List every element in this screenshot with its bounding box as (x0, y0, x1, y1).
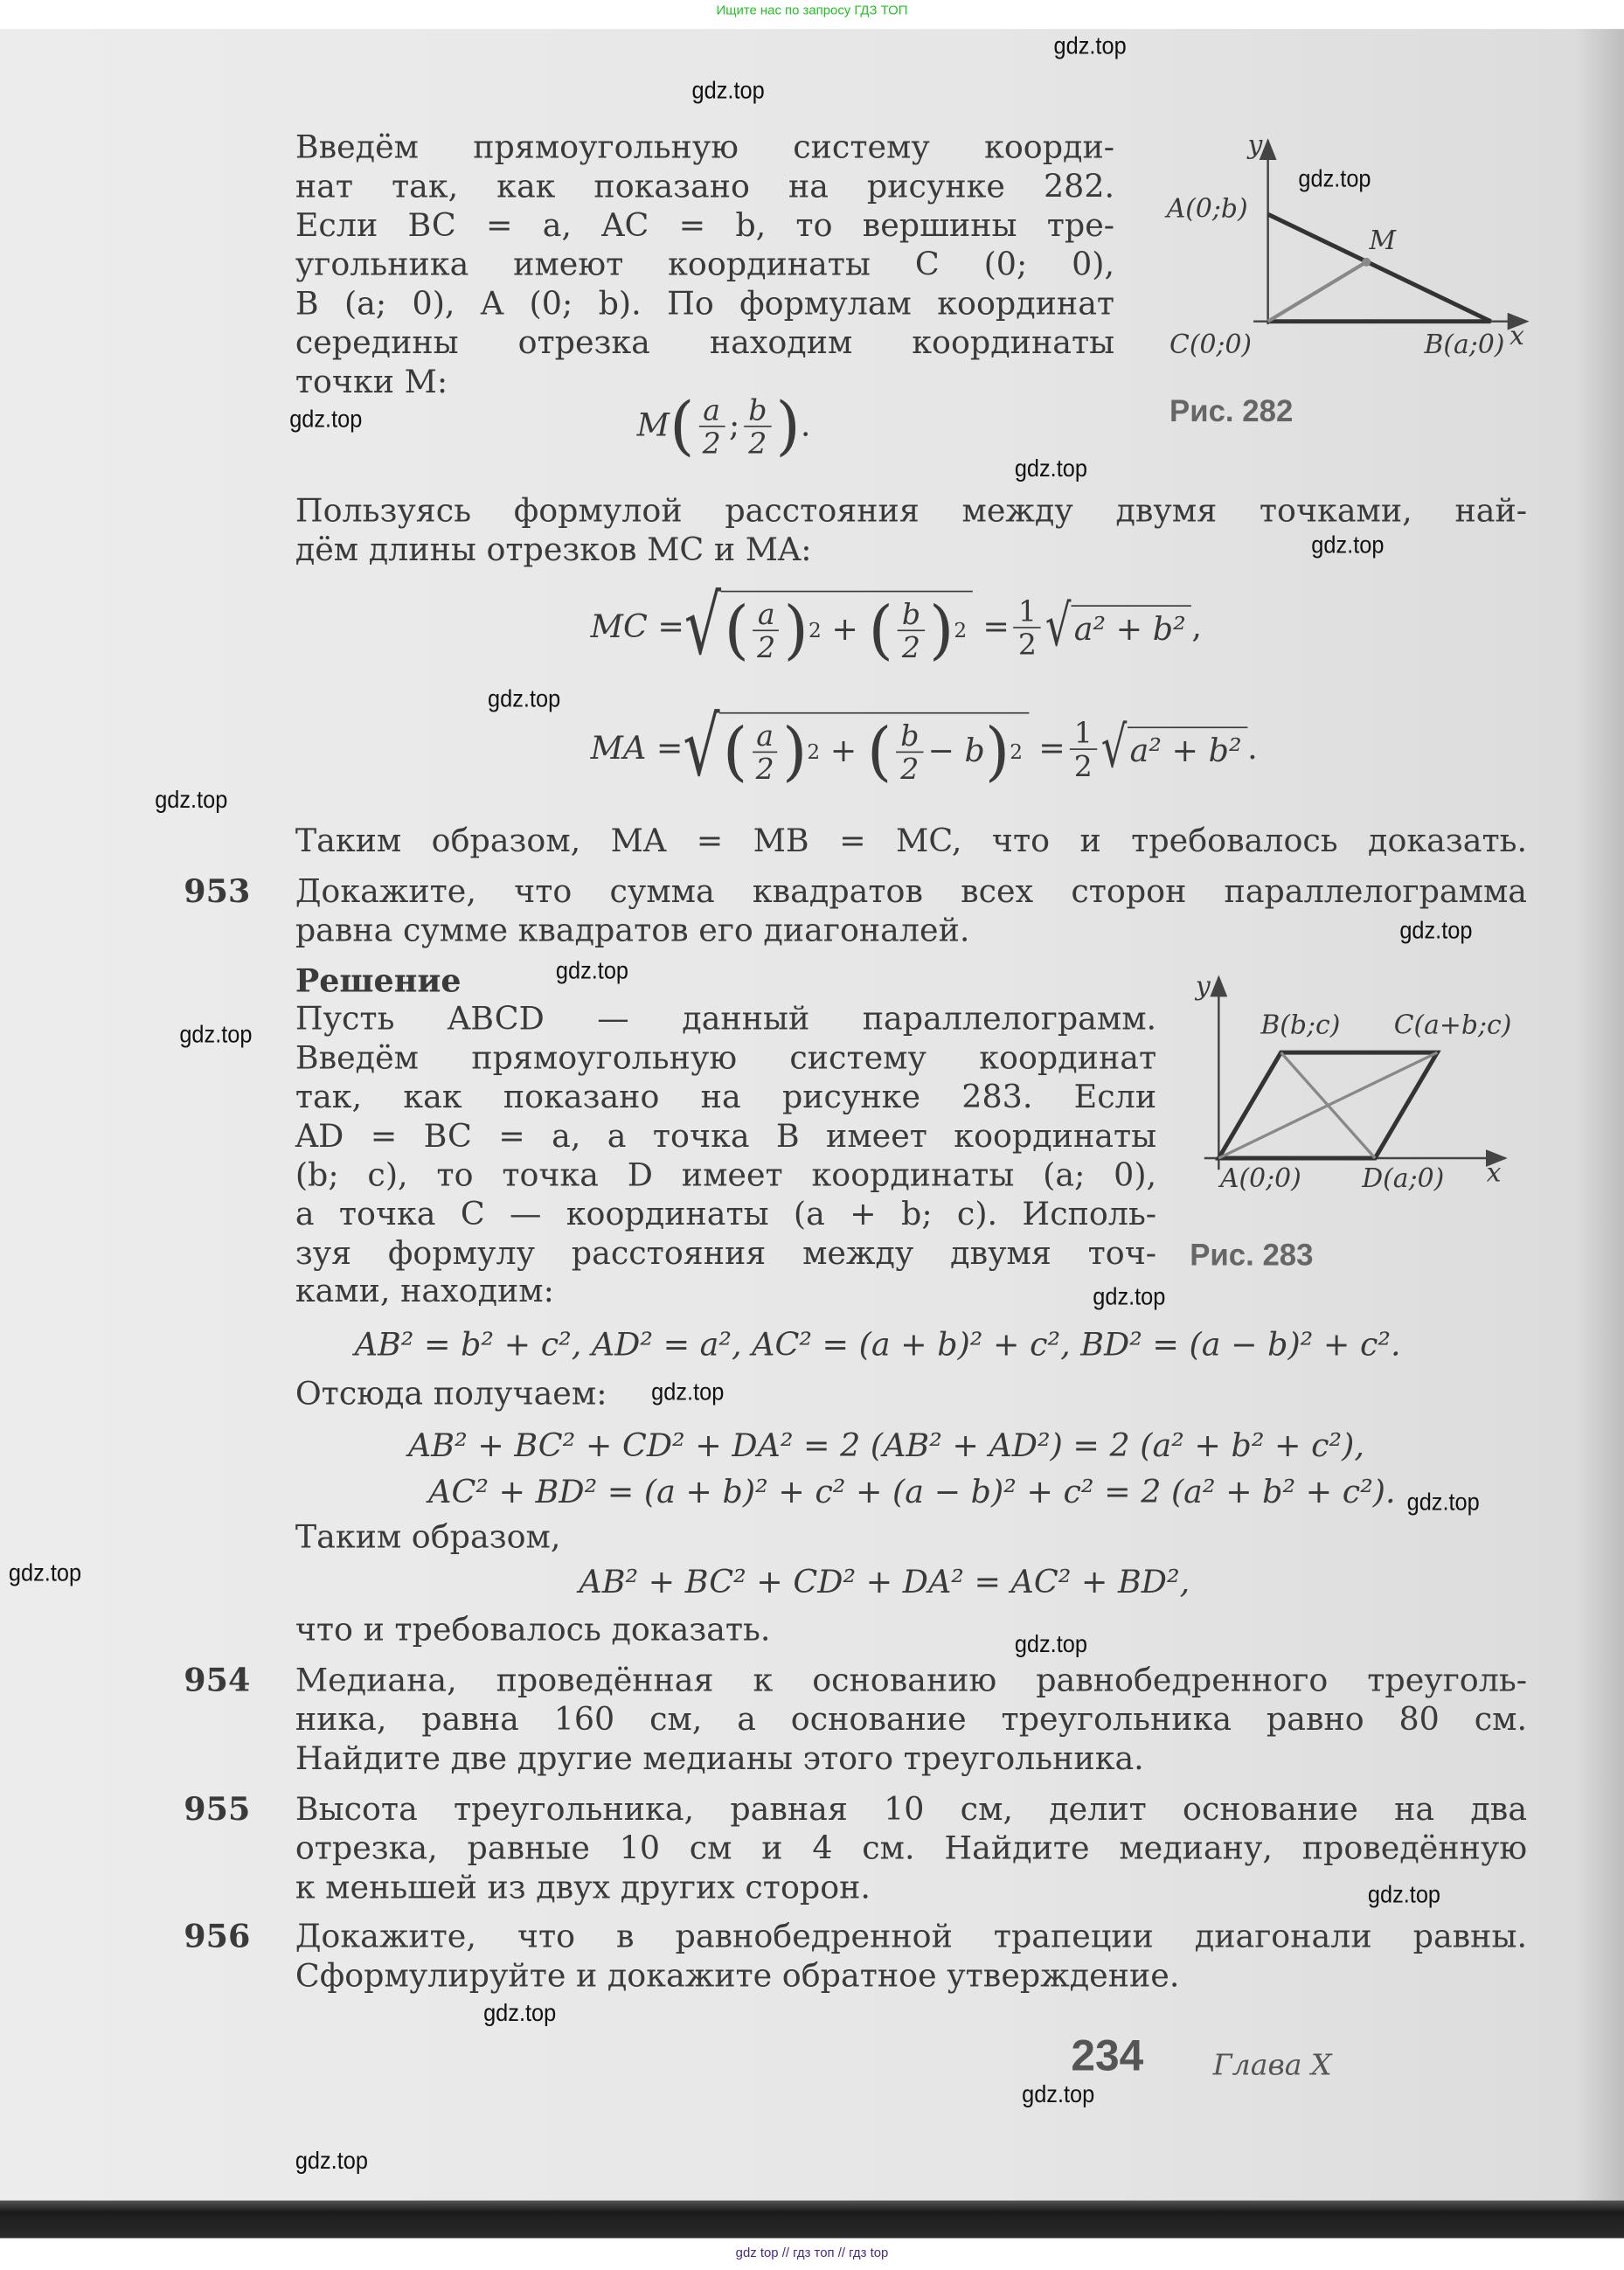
formula-text: MA = (590, 730, 684, 767)
vertex-label-c: C(0;0) (1169, 330, 1253, 361)
point-label-m: M (1369, 226, 1397, 257)
watermark: gdz.top (1014, 455, 1087, 482)
numerator: a (698, 394, 725, 427)
watermark: gdz.top (1053, 31, 1127, 59)
watermark: gdz.top (1311, 531, 1385, 559)
denominator: 2 (900, 751, 920, 787)
problem-number: 955 (184, 1790, 251, 1829)
watermark: gdz.top (1298, 164, 1371, 193)
formula-line: AC² + BD² = (a + b)² + c² + (a − b)² + c² = 2 (a² + b² + c²). (428, 1475, 1396, 1512)
denominator: 2 (1017, 626, 1037, 662)
text-line: нат так, как показано на рисунке 282. (295, 169, 1115, 206)
watermark: gdz.top (555, 956, 629, 985)
problem-number: 953 (184, 872, 251, 911)
ma-formula: MA = √ ( $\frac{a}{2}$ ) 2 + ( $\frac{b}{2}$ − b ) 2 = $\frac{1}{2}$ √ a² + b² . (590, 701, 1258, 795)
text-line: Если BC = a, AC = b, то вершины тре- (295, 208, 1115, 245)
text-line: Медиана, проведённая к основанию равнобедренного треуголь- (295, 1663, 1528, 1700)
numerator: b (898, 598, 925, 631)
figure-caption: Рис. 282 (1169, 395, 1294, 429)
text-line: а точка C — координаты (a + b; c). Исполь- (295, 1197, 1157, 1234)
denominator: 2 (748, 425, 767, 461)
footer-links[interactable]: gdz top // гдз топ // гдз top (735, 2245, 889, 2260)
vertex-label-d: D(a;0) (1362, 1163, 1445, 1195)
text-line: AD = BC = a, а точка B имеет координаты (295, 1119, 1157, 1156)
text-line: Найдите две другие медианы этого треугольника. (295, 1741, 1144, 1778)
numerator: 1 (1070, 716, 1097, 749)
diagonal-bd (1281, 1052, 1376, 1158)
watermark: gdz.top (1093, 1282, 1166, 1310)
formula-text: MC = (590, 608, 684, 645)
text-line: равна сумме квадратов его диагоналей. (295, 913, 970, 950)
problem-number: 954 (184, 1662, 251, 1700)
watermark: gdz.top (488, 684, 561, 712)
watermark: gdz.top (1406, 1488, 1480, 1517)
watermark: gdz.top (179, 1020, 253, 1049)
text-line: Введём прямоугольную систему координат (295, 1040, 1157, 1078)
watermark: gdz.top (1399, 916, 1473, 944)
watermark: gdz.top (1022, 2080, 1095, 2108)
text-line: ника, равна 160 см, а основание треугольника равно 80 см. (295, 1702, 1528, 1739)
formula-text: − b (927, 733, 985, 771)
mc-formula: MC = √ ( $\frac{a}{2}$ ) 2 + ( $\frac{b}{2}$ ) 2 = $\frac{1}{2}$ √ a² + b² , (590, 580, 1202, 674)
text-line: (b; c), то точка D имеет координаты (a; 0), (295, 1158, 1157, 1195)
numerator: b (896, 719, 923, 753)
axis-label-x: x (1486, 1158, 1502, 1189)
text-line: Пользуясь формулой расстояния между двумя точками, най- (295, 493, 1528, 531)
chapter-label: Глава X (1212, 2046, 1332, 2082)
formula-text: . (800, 408, 811, 445)
denominator: 2 (755, 751, 774, 787)
text-line: угольника имеют координаты C (0; 0), (295, 247, 1115, 284)
formula-line: AB² + BC² + CD² + DA² = AC² + BD², (579, 1565, 1190, 1601)
numerator: b (744, 394, 771, 427)
watermark: gdz.top (651, 1378, 725, 1406)
text-line: Сформулируйте и докажите обратное утверждение. (295, 1958, 1180, 1996)
text-line: Высота треугольника, равная 10 см, делит основание на два (295, 1792, 1528, 1829)
text-line: ками, находим: (295, 1274, 554, 1310)
watermark: gdz.top (483, 1999, 557, 2027)
text-line: B (a; 0), A (0; b). По формулам координат (295, 286, 1115, 323)
search-banner[interactable]: Ищите нас по запросу ГДЗ ТОП (716, 3, 908, 17)
formula-line: AB² + BC² + CD² + DA² = 2 (AB² + AD²) = 2 (a² + b² + c²), (407, 1428, 1364, 1466)
text-line: Отсюда получаем: (295, 1377, 607, 1413)
point-m (1362, 258, 1371, 267)
numerator: a (752, 719, 778, 753)
formula-text: = (982, 608, 1010, 645)
vertex-label-b: B(a;0) (1424, 330, 1505, 361)
numerator: a (753, 598, 780, 631)
text-line: середины отрезка находим координаты (295, 325, 1115, 363)
axis-label-y: y (1195, 971, 1211, 1003)
text-line: Пусть ABCD — данный параллелограмм. (295, 1002, 1157, 1038)
text-line: Таким образом, MA = MB = MC, что и требовалось доказать. (295, 823, 1528, 860)
formula-text: M (636, 408, 670, 445)
formula-text: , (1191, 608, 1202, 645)
denominator: 2 (901, 629, 920, 665)
axis-label-y: y (1247, 130, 1263, 161)
vertex-label-b: B(b;c) (1260, 1010, 1341, 1041)
solution-heading: Решение (295, 962, 462, 1001)
numerator: 1 (1014, 594, 1041, 628)
watermark: gdz.top (691, 76, 765, 105)
text-line: так, как показано на рисунке 283. Если (295, 1079, 1157, 1116)
text-line: Введём прямоугольную систему коорди- (295, 130, 1115, 167)
watermark: gdz.top (155, 786, 228, 814)
denominator: 2 (702, 425, 721, 461)
text-line: зуя формулу расстояния между двумя точ- (295, 1236, 1157, 1273)
text-line: что и требовалось доказать. (295, 1613, 771, 1649)
watermark: gdz.top (1367, 1880, 1441, 1908)
text-line: точки M: (295, 364, 448, 401)
problem-number: 956 (184, 1918, 251, 1956)
denominator: 2 (757, 629, 776, 665)
text-line: Таким образом, (295, 1520, 561, 1557)
axis-label-x: x (1509, 321, 1524, 352)
vertex-label-c: C(a+b;c) (1393, 1010, 1512, 1041)
text-line: к меньшей из двух других сторон. (295, 1870, 871, 1907)
formula-text: . (1247, 730, 1258, 767)
median-cm (1268, 262, 1367, 322)
denominator: 2 (1073, 747, 1093, 783)
formula-line: AB² = b² + c², AD² = a², AC² = (a + b)² + c², BD² = (a − b)² + c². (354, 1327, 1401, 1364)
watermark: gdz.top (1014, 1629, 1087, 1658)
text-line: отрезка, равные 10 см и 4 см. Найдите медиану, проведённую (295, 1831, 1528, 1868)
text-line: Докажите, что сумма квадратов всех сторон параллелограмма (295, 874, 1528, 911)
vertex-label-a: A(0;0) (1219, 1163, 1301, 1195)
midpoint-formula: M ( $\frac{a}{2}$ ; $\frac{b}{2}$ ) . (636, 388, 811, 463)
watermark: gdz.top (295, 2147, 368, 2175)
text-line: дём длины отрезков MC и MA: (295, 532, 812, 569)
watermark: gdz.top (8, 1558, 82, 1587)
watermark: gdz.top (289, 405, 363, 434)
page-number: 234 (1071, 2032, 1144, 2081)
radicand: a² + b² (1127, 726, 1247, 770)
radicand: a² + b² (1071, 605, 1191, 649)
figure-283-shapes (1204, 977, 1505, 1170)
figure-caption: Рис. 283 (1190, 1239, 1314, 1273)
text-line: Докажите, что в равнобедренной трапеции диагонали равны. (295, 1919, 1528, 1956)
vertex-label-a: A(0;b) (1166, 193, 1248, 225)
formula-text: = (1038, 730, 1065, 767)
